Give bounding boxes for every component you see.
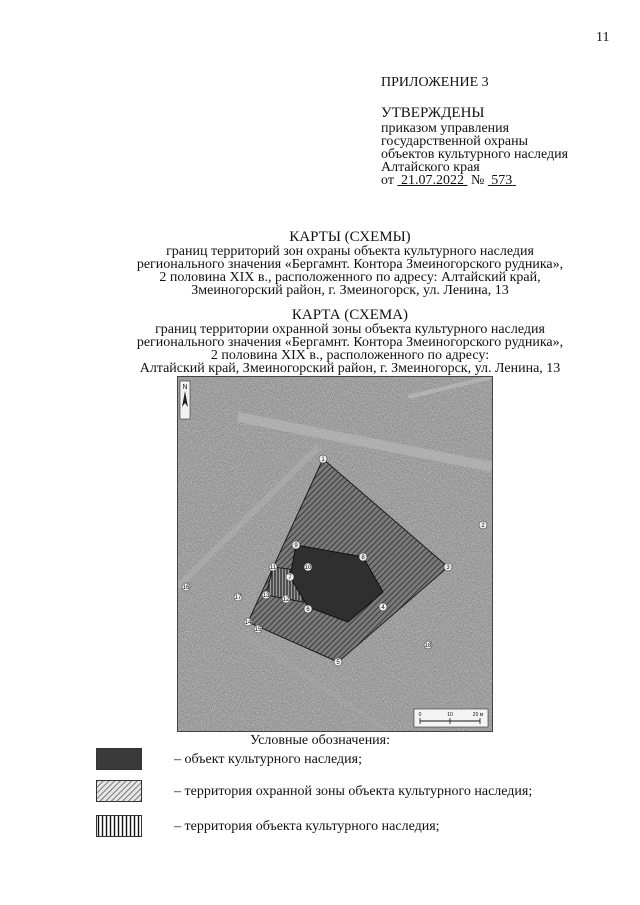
maps-title-line: 2 половина XIX в., расположенного по адресу: Алтайский край, xyxy=(159,270,541,285)
maps-heading: КАРТЫ (СХЕМЫ) xyxy=(289,229,411,245)
legend-swatch-protection-zone xyxy=(96,780,142,802)
svg-text:18: 18 xyxy=(424,643,432,649)
svg-text:4: 4 xyxy=(381,605,385,611)
svg-text:3: 3 xyxy=(446,565,450,571)
legend-swatch-object-territory xyxy=(96,815,142,837)
svg-text:16: 16 xyxy=(182,585,190,591)
appendix-label: ПРИЛОЖЕНИЕ 3 xyxy=(381,75,489,90)
point-marker xyxy=(269,563,277,571)
point-marker xyxy=(424,641,432,649)
maps-title-block xyxy=(60,229,640,297)
approved-label: УТВЕРЖДЕНЫ xyxy=(381,105,485,121)
point-marker xyxy=(359,553,367,561)
point-marker xyxy=(262,591,270,599)
legend-swatch-object xyxy=(96,748,142,770)
map-svg xyxy=(178,377,492,731)
scale-label: 0 xyxy=(418,712,422,718)
point-marker xyxy=(282,595,290,603)
svg-text:15: 15 xyxy=(254,627,262,633)
order-number: 573 xyxy=(491,173,513,188)
point-marker xyxy=(304,605,312,613)
approval-block xyxy=(381,76,621,187)
point-marker xyxy=(254,625,262,633)
point-marker xyxy=(479,521,487,529)
svg-text:6: 6 xyxy=(306,607,310,613)
map-title-block xyxy=(60,307,640,375)
svg-text:13: 13 xyxy=(262,593,270,599)
svg-text:8: 8 xyxy=(361,555,365,561)
north-arrow-icon xyxy=(180,381,190,419)
svg-text:17: 17 xyxy=(234,595,242,601)
order-date-line xyxy=(381,174,621,187)
approval-line: Алтайского края xyxy=(381,160,480,175)
point-marker xyxy=(292,541,300,549)
map-title-line: Алтайский край, Змеиногорский район, г. Змеиногорск, ул. Ленина, 13 xyxy=(139,361,561,376)
point-marker xyxy=(304,563,312,571)
maps-title-line: регионального значения «Бергамнт. Контора Змеиногорского рудника», xyxy=(136,257,564,272)
svg-text:5: 5 xyxy=(336,660,340,666)
maps-title-line: границ территорий зон охраны объекта культурного наследия xyxy=(166,244,534,259)
legend-item-protection-zone: – территория охранной зоны объекта культурного наследия; xyxy=(174,784,533,799)
scale-label: 20 м xyxy=(472,712,484,718)
point-marker xyxy=(444,563,452,571)
approval-line: объектов культурного наследия xyxy=(381,147,569,162)
approval-line: государственной охраны xyxy=(381,134,529,149)
point-marker xyxy=(379,603,387,611)
order-date: 21.07.2022 xyxy=(400,173,464,188)
scale-label: 10 xyxy=(447,712,453,718)
approval-line: приказом управления xyxy=(381,121,510,136)
svg-text:12: 12 xyxy=(282,597,290,603)
legend-item-object-territory: – территория объекта культурного наследия; xyxy=(174,819,440,834)
aerial-map xyxy=(177,376,493,732)
maps-title-line: Змеиногорский район, г. Змеиногорск, ул. Ленина, 13 xyxy=(191,283,509,298)
svg-text:14: 14 xyxy=(244,620,252,626)
point-marker xyxy=(319,455,327,463)
point-marker xyxy=(286,573,294,581)
point-marker xyxy=(234,593,242,601)
number-prefix: № xyxy=(470,173,485,188)
svg-text:7: 7 xyxy=(288,575,292,581)
svg-text:1: 1 xyxy=(321,457,325,463)
point-marker xyxy=(334,658,342,666)
page-number: 11 xyxy=(596,30,610,45)
point-marker xyxy=(244,618,252,626)
svg-text:11: 11 xyxy=(269,565,277,571)
svg-text:9: 9 xyxy=(294,543,298,549)
legend-title: Условные обозначения: xyxy=(249,733,391,748)
scale-bar xyxy=(414,709,488,727)
point-marker xyxy=(182,583,190,591)
map-heading: КАРТА (СХЕМА) xyxy=(291,307,409,323)
svg-text:10: 10 xyxy=(304,565,312,571)
map-title-line: 2 половина XIX в., расположенного по адресу: xyxy=(210,348,490,363)
map-title-line: границ территории охранной зоны объекта культурного наследия xyxy=(155,322,545,337)
north-label: N xyxy=(182,384,188,391)
legend-item-object: – объект культурного наследия; xyxy=(174,752,362,767)
svg-text:2: 2 xyxy=(481,523,485,529)
map-title-line: регионального значения «Бергамнт. Контора Змеиногорского рудника», xyxy=(136,335,564,350)
date-prefix: от xyxy=(381,173,394,188)
